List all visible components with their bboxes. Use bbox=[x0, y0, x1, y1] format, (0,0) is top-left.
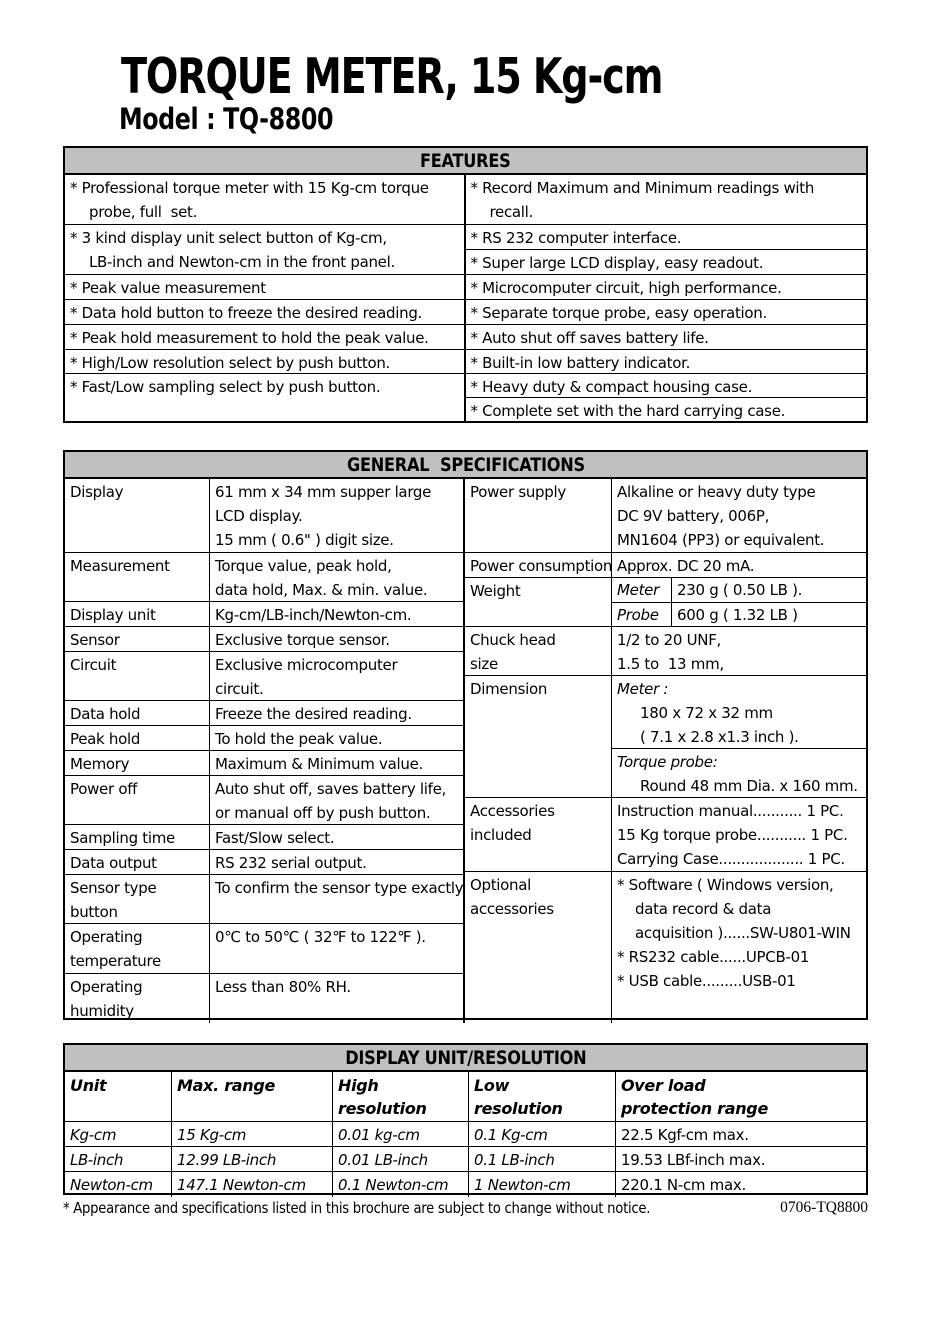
column-header-low-resolution: Low resolution bbox=[469, 1072, 616, 1121]
spec-value: Maximum & Minimum value. bbox=[215, 755, 423, 773]
resolution-row-lb-inch bbox=[65, 1147, 866, 1172]
general-specifications-header bbox=[65, 452, 866, 479]
feature-item: * Separate torque probe, easy operation. bbox=[466, 300, 867, 325]
spec-row-power-consumption bbox=[465, 553, 866, 578]
spec-label: Display bbox=[65, 479, 210, 552]
spec-label: Data output bbox=[65, 850, 210, 874]
display-unit-resolution-header bbox=[65, 1045, 866, 1072]
spec-label: Optional accessories bbox=[465, 872, 612, 1023]
weight-row-value: 230 g ( 0.50 LB ). bbox=[677, 581, 803, 599]
spec-value: Exclusive microcomputer circuit. bbox=[215, 656, 398, 698]
weight-subtable bbox=[612, 578, 866, 626]
features-header-label: FEATURES bbox=[420, 149, 511, 172]
dimension-subtable bbox=[612, 676, 866, 797]
spec-label: Sensor bbox=[65, 627, 210, 651]
resolution-row-newton-cm bbox=[65, 1172, 866, 1197]
spec-value: Auto shut off, saves battery life, or manual off by push button. bbox=[215, 780, 446, 822]
general-specifications-table bbox=[63, 450, 868, 1020]
spec-row-sensor bbox=[65, 627, 463, 652]
spec-label: Weight bbox=[465, 578, 612, 626]
feature-item: * Peak hold measurement to hold the peak value. bbox=[65, 325, 464, 350]
spec-value: Freeze the desired reading. bbox=[215, 705, 412, 723]
spec-row-measurement bbox=[65, 553, 463, 602]
general-specifications-header-label: GENERAL SPECIFICATIONS bbox=[346, 453, 585, 476]
resolution-cell: 12.99 LB-inch bbox=[172, 1147, 333, 1171]
spec-row-display-unit bbox=[65, 602, 463, 627]
resolution-column-header-row bbox=[65, 1072, 866, 1122]
weight-row-probe bbox=[612, 603, 866, 627]
weight-row-name: Probe bbox=[612, 603, 672, 627]
weight-row-name: Meter bbox=[612, 578, 672, 602]
spec-value: Alkaline or heavy duty type DC 9V battery, 006P, MN1604 (PP3) or equivalent. bbox=[617, 483, 825, 549]
resolution-cell: 0.01 LB-inch bbox=[333, 1147, 469, 1171]
resolution-cell: 0.1 Newton-cm bbox=[333, 1172, 469, 1197]
spec-label: Measurement bbox=[65, 553, 210, 601]
spec-label: Operating humidity bbox=[65, 974, 210, 1023]
spec-row-optional-accessories bbox=[465, 872, 866, 1023]
display-unit-resolution-table bbox=[63, 1043, 868, 1195]
spec-value: Exclusive torque sensor. bbox=[215, 631, 390, 649]
spec-row-weight bbox=[465, 578, 866, 627]
spec-label: Power supply bbox=[465, 479, 612, 552]
feature-item: * Professional torque meter with 15 Kg-cm torque probe, full set. bbox=[65, 175, 464, 225]
feature-item: * Fast/Low sampling select by push button. bbox=[70, 378, 381, 396]
specs-body bbox=[65, 479, 866, 1023]
footer bbox=[63, 1199, 868, 1217]
weight-row-meter bbox=[612, 578, 866, 603]
page-title: TORQUE METER, 15 Kg-cm bbox=[121, 48, 663, 105]
features-table bbox=[63, 146, 868, 423]
spec-label: Sampling time bbox=[65, 825, 210, 849]
feature-item: * Heavy duty & compact housing case. bbox=[466, 374, 867, 398]
spec-label: Dimension bbox=[465, 676, 612, 797]
spec-row-operating-temperature bbox=[65, 924, 463, 974]
specs-column-left bbox=[65, 479, 465, 1023]
spec-label: Power consumption bbox=[465, 553, 612, 577]
spec-label: Operating temperature bbox=[65, 924, 210, 973]
feature-item: * Built-in low battery indicator. bbox=[466, 350, 867, 374]
spec-label: Power off bbox=[65, 776, 210, 824]
feature-item: * Record Maximum and Minimum readings with recall. bbox=[466, 175, 867, 225]
resolution-cell: 147.1 Newton-cm bbox=[172, 1172, 333, 1197]
weight-row-value: 600 g ( 1.32 LB ) bbox=[677, 606, 798, 624]
doc-code: 0706-TQ8800 bbox=[780, 1199, 868, 1216]
spec-value: Fast/Slow select. bbox=[215, 829, 335, 847]
spec-row-power-off bbox=[65, 776, 463, 825]
spec-value: Torque value, peak hold, data hold, Max. & min. value. bbox=[215, 557, 428, 599]
feature-item: * Auto shut off saves battery life. bbox=[466, 325, 867, 350]
spec-row-chuck-head-size bbox=[465, 627, 866, 676]
spec-label: Circuit bbox=[65, 652, 210, 700]
specs-column-right bbox=[465, 479, 866, 1023]
resolution-cell: Kg-cm bbox=[65, 1122, 172, 1146]
spec-row-data-output bbox=[65, 850, 463, 875]
spec-value: Approx. DC 20 mA. bbox=[617, 557, 755, 575]
features-body bbox=[65, 175, 866, 423]
feature-item: * Microcomputer circuit, high performance. bbox=[466, 275, 867, 300]
spec-value: To confirm the sensor type exactly. bbox=[215, 879, 466, 897]
dimension-meter-cell: Meter : 180 x 72 x 32 mm ( 7.1 x 2.8 x1.3 inch ). bbox=[612, 676, 866, 749]
feature-item: * RS 232 computer interface. bbox=[466, 225, 867, 250]
feature-item: * 3 kind display unit select button of Kg-cm, LB-inch and Newton-cm in the front panel. bbox=[65, 225, 464, 275]
spec-label: Memory bbox=[65, 751, 210, 775]
display-unit-resolution-header-label: DISPLAY UNIT/RESOLUTION bbox=[344, 1046, 587, 1069]
feature-item: * High/Low resolution select by push button. bbox=[65, 350, 464, 374]
feature-item: * Super large LCD display, easy readout. bbox=[466, 250, 867, 275]
spec-label: Data hold bbox=[65, 701, 210, 725]
resolution-cell: 0.1 LB-inch bbox=[469, 1147, 616, 1171]
column-header-max-range: Max. range bbox=[172, 1072, 333, 1121]
spec-value: 61 mm x 34 mm supper large LCD display. 15 mm ( 0.6" ) digit size. bbox=[215, 483, 432, 549]
spec-value: Kg-cm/LB-inch/Newton-cm. bbox=[215, 606, 412, 624]
resolution-cell: 22.5 Kgf-cm max. bbox=[621, 1126, 749, 1144]
resolution-cell: 1 Newton-cm bbox=[469, 1172, 616, 1197]
spec-label: Peak hold bbox=[65, 726, 210, 750]
spec-label: Accessories included bbox=[465, 798, 612, 871]
features-header bbox=[65, 148, 866, 175]
resolution-cell: Newton-cm bbox=[65, 1172, 172, 1197]
spec-row-circuit bbox=[65, 652, 463, 701]
spec-row-sampling-time bbox=[65, 825, 463, 850]
spec-row-peak-hold bbox=[65, 726, 463, 751]
spec-value: To hold the peak value. bbox=[215, 730, 383, 748]
spec-row-memory bbox=[65, 751, 463, 776]
spec-value: 1/2 to 20 UNF, 1.5 to 13 mm, bbox=[617, 631, 724, 673]
column-header-unit: Unit bbox=[65, 1072, 172, 1121]
dimension-probe-cell: Torque probe: Round 48 mm Dia. x 160 mm. bbox=[617, 753, 858, 795]
features-column-left bbox=[65, 175, 466, 423]
spec-value: RS 232 serial output. bbox=[215, 854, 367, 872]
spec-row-operating-humidity bbox=[65, 974, 463, 1023]
feature-item: * Data hold button to freeze the desired reading. bbox=[65, 300, 464, 325]
resolution-cell: 220.1 N-cm max. bbox=[621, 1176, 746, 1194]
spec-value: 0℃ to 50℃ ( 32℉ to 122℉ ). bbox=[215, 928, 426, 946]
model-number: Model : TQ-8800 bbox=[119, 102, 334, 136]
spec-value: * Software ( Windows version, data record & data acquisition )......SW-U801-WIN * RS232 cable......UPCB-01 * USB cable.........USB-01 bbox=[617, 876, 851, 990]
feature-item: * Complete set with the hard carrying case. bbox=[470, 402, 786, 420]
resolution-cell: 19.53 LBf-inch max. bbox=[621, 1151, 766, 1169]
resolution-cell: 0.1 Kg-cm bbox=[469, 1122, 616, 1146]
feature-item: * Peak value measurement bbox=[65, 275, 464, 300]
column-header-overload-protection: Over load protection range bbox=[621, 1076, 768, 1118]
resolution-cell: 0.01 kg-cm bbox=[333, 1122, 469, 1146]
footer-note: * Appearance and specifications listed in this brochure are subject to change without notice. bbox=[63, 1199, 651, 1217]
spec-row-dimension bbox=[465, 676, 866, 798]
spec-value: Instruction manual........... 1 PC. 15 Kg torque probe........... 1 PC. Carrying Case................... 1 PC. bbox=[617, 802, 848, 868]
resolution-cell: 15 Kg-cm bbox=[172, 1122, 333, 1146]
spec-label: Chuck head size bbox=[465, 627, 612, 675]
spec-row-accessories-included bbox=[465, 798, 866, 872]
spec-label: Sensor type button bbox=[65, 875, 210, 923]
spec-row-sensor-type-button bbox=[65, 875, 466, 924]
spec-value: Less than 80% RH. bbox=[215, 978, 351, 996]
spec-row-data-hold bbox=[65, 701, 463, 726]
resolution-cell: LB-inch bbox=[65, 1147, 172, 1171]
spec-row-power-supply bbox=[465, 479, 866, 553]
resolution-row-kg-cm bbox=[65, 1122, 866, 1147]
features-column-right bbox=[466, 175, 867, 423]
spec-row-display bbox=[65, 479, 463, 553]
spec-label: Display unit bbox=[65, 602, 210, 626]
column-header-high-resolution: High resolution bbox=[333, 1072, 469, 1121]
